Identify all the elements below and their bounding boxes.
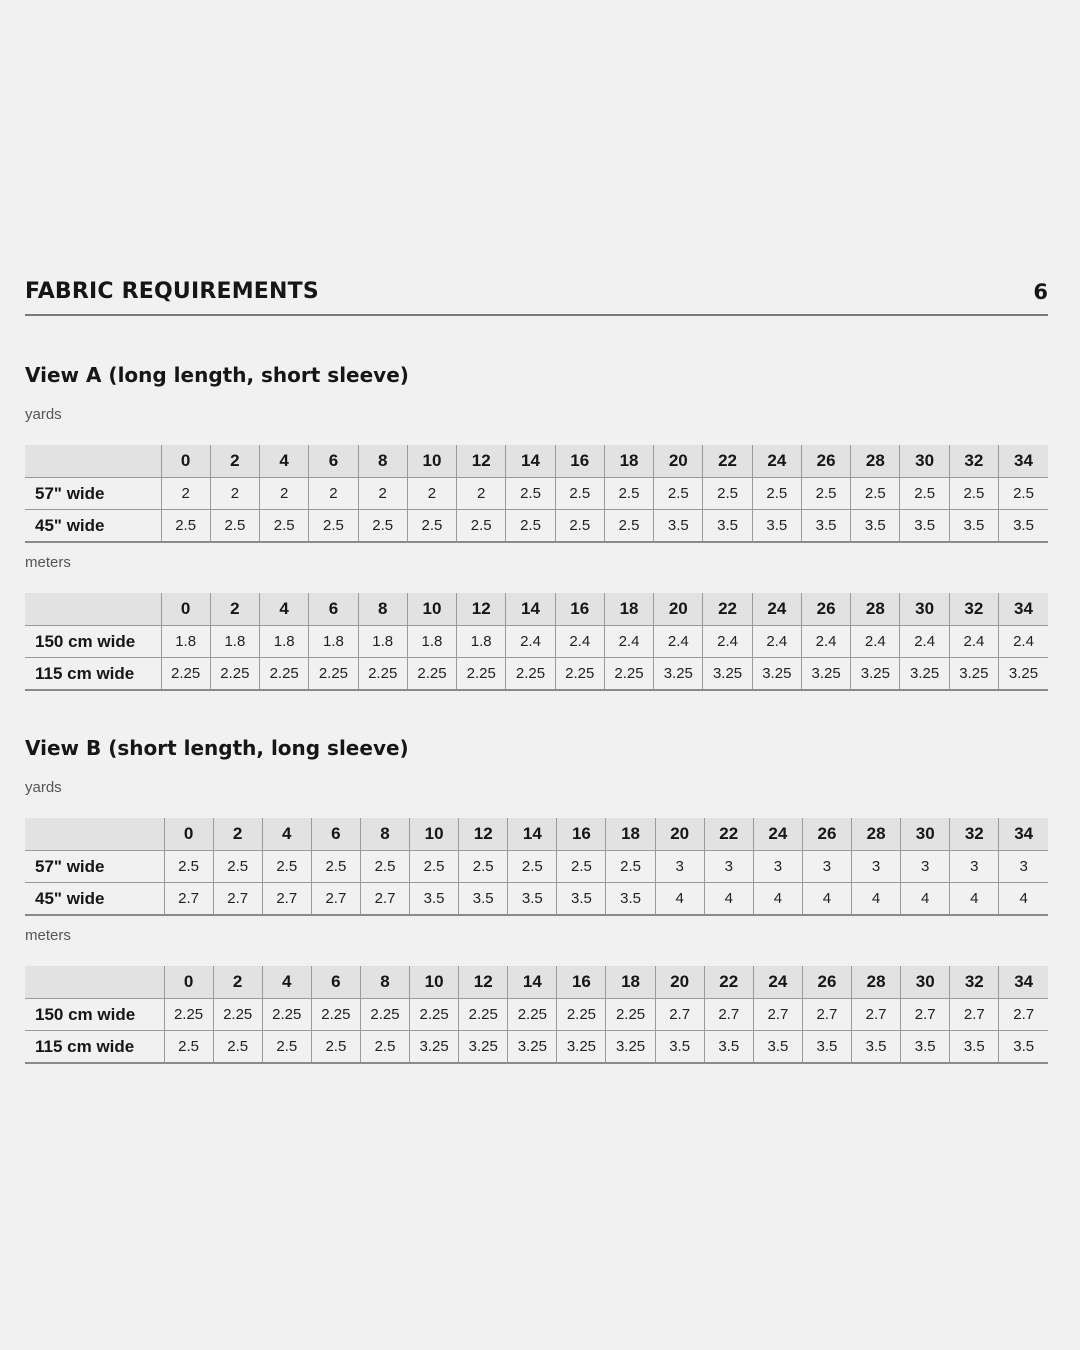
size-header-cell: 14 [508, 966, 557, 999]
table-row [25, 999, 1048, 1031]
size-header-cell: 26 [802, 818, 851, 851]
yardage-cell: 3 [655, 851, 704, 883]
size-header-cell: 4 [260, 593, 309, 626]
size-header-cell: 34 [999, 966, 1048, 999]
size-header-row [25, 445, 1048, 478]
yardage-cell: 2 [161, 478, 210, 510]
size-header-cell: 28 [851, 445, 900, 478]
yardage-cell: 2.5 [360, 851, 409, 883]
yardage-cell: 2.25 [161, 658, 210, 691]
yardage-cell: 2.5 [801, 478, 850, 510]
row-label: 150 cm wide [35, 631, 136, 651]
yardage-cell: 4 [852, 883, 901, 916]
yardage-cell: 2 [309, 478, 358, 510]
yardage-cell: 3.5 [753, 1031, 802, 1064]
yardage-cell: 3.5 [703, 510, 752, 543]
yardage-cell: 3.5 [410, 883, 459, 916]
yardage-cell: 2.5 [457, 510, 506, 543]
yardage-cell: 2.4 [604, 626, 653, 658]
size-header-cell: 12 [457, 593, 506, 626]
row-label: 45" wide [35, 888, 105, 908]
yardage-cell: 2.25 [213, 999, 262, 1031]
yardage-cell: 2.4 [851, 626, 900, 658]
size-header-row [25, 593, 1048, 626]
yardage-cell: 3.5 [901, 1031, 950, 1064]
yardage-cell: 3.25 [752, 658, 801, 691]
yardage-cell: 2.5 [262, 1031, 311, 1064]
row-label: 57" wide [35, 483, 105, 503]
yardage-cell: 2.4 [900, 626, 949, 658]
size-header-cell: 2 [210, 593, 259, 626]
table-row [25, 883, 1048, 916]
yardage-cell: 3.5 [752, 510, 801, 543]
size-header-cell: 18 [606, 966, 655, 999]
yardage-cell: 4 [655, 883, 704, 916]
size-header-cell: 26 [802, 966, 851, 999]
size-header-row [25, 818, 1048, 851]
yardage-cell: 2.5 [311, 851, 360, 883]
size-header-cell: 30 [901, 966, 950, 999]
size-header-cell: 14 [508, 818, 557, 851]
yardage-cell: 2.5 [358, 510, 407, 543]
yardage-cell: 2.5 [213, 851, 262, 883]
size-header-cell: 12 [459, 818, 508, 851]
yardage-cell: 2.5 [164, 851, 213, 883]
yardage-cell: 2.5 [410, 851, 459, 883]
size-header-cell: 24 [753, 818, 802, 851]
size-header-cell: 14 [506, 445, 555, 478]
size-header-cell: 0 [161, 445, 210, 478]
yardage-cell: 3.25 [900, 658, 949, 691]
yardage-cell: 2.25 [262, 999, 311, 1031]
yardage-cell: 4 [950, 883, 999, 916]
size-header-cell: 20 [655, 966, 704, 999]
yardage-cell: 2.5 [604, 510, 653, 543]
unit-label-block [25, 927, 1048, 944]
page-number: 6 [1033, 280, 1048, 304]
size-header-cell: 22 [704, 818, 753, 851]
size-header-cell: 16 [555, 445, 604, 478]
row-label: 150 cm wide [35, 1004, 136, 1024]
fabric-table [25, 966, 1048, 1064]
table-row [25, 851, 1048, 883]
yardage-cell: 3 [753, 851, 802, 883]
yardage-cell: 3.5 [655, 1031, 704, 1064]
yardage-cell: 2.4 [752, 626, 801, 658]
yardage-cell: 2.5 [851, 478, 900, 510]
yardage-cell: 2.5 [210, 510, 259, 543]
size-header-cell: 6 [311, 966, 360, 999]
yardage-cell: 2.5 [459, 851, 508, 883]
yardage-cell: 2.4 [703, 626, 752, 658]
table-row [25, 478, 1048, 510]
yardage-cell: 2.7 [753, 999, 802, 1031]
size-header-cell: 2 [210, 445, 259, 478]
yardage-cell: 2.5 [508, 851, 557, 883]
yardage-cell: 2.5 [164, 1031, 213, 1064]
yardage-cell: 2.7 [262, 883, 311, 916]
table-row [25, 626, 1048, 658]
size-header-cell: 8 [358, 445, 407, 478]
yardage-cell: 4 [753, 883, 802, 916]
yardage-cell: 2.4 [999, 626, 1048, 658]
yardage-cell: 2.25 [457, 658, 506, 691]
yardage-cell: 2.5 [999, 478, 1048, 510]
yardage-cell: 2.4 [801, 626, 850, 658]
yardage-cell: 2.25 [309, 658, 358, 691]
size-header-cell: 4 [262, 966, 311, 999]
yardage-cell: 3.25 [949, 658, 998, 691]
size-header-cell: 24 [752, 593, 801, 626]
yardage-cell: 2.5 [260, 510, 309, 543]
yardage-cell: 1.8 [309, 626, 358, 658]
yardage-cell: 2.7 [213, 883, 262, 916]
yardage-cell: 3.5 [900, 510, 949, 543]
yardage-cell: 2.5 [309, 510, 358, 543]
size-header-cell: 12 [457, 445, 506, 478]
size-header-cell: 2 [213, 818, 262, 851]
yardage-cell: 3.25 [508, 1031, 557, 1064]
yardage-cell: 2.5 [654, 478, 703, 510]
unit-label-block [25, 779, 1048, 796]
unit-label-block [25, 554, 1048, 571]
size-header-cell: 12 [459, 966, 508, 999]
yardage-cell: 2.7 [360, 883, 409, 916]
size-header-cell: 28 [852, 818, 901, 851]
size-header-cell: 16 [557, 966, 606, 999]
size-header-cell: 32 [949, 593, 998, 626]
yardage-cell: 1.8 [260, 626, 309, 658]
size-header-cell: 6 [309, 593, 358, 626]
size-header-cell: 26 [801, 593, 850, 626]
size-header-cell: 8 [360, 818, 409, 851]
size-header-cell: 20 [654, 445, 703, 478]
yardage-cell: 2.7 [802, 999, 851, 1031]
view-a-meters-table-slot [25, 593, 1048, 691]
view-b-section [25, 736, 1048, 760]
yardage-cell: 2.7 [164, 883, 213, 916]
yardage-cell: 2.5 [262, 851, 311, 883]
yardage-cell: 2.5 [557, 851, 606, 883]
view-b-meters-table-slot [25, 966, 1048, 1064]
unit-label: meters [25, 927, 71, 944]
page-header [25, 268, 1048, 316]
yardage-cell: 3 [999, 851, 1048, 883]
corner-cell [25, 445, 161, 478]
view-a-yards-table-slot [25, 445, 1048, 543]
yardage-cell: 2 [260, 478, 309, 510]
yardage-cell: 3.25 [654, 658, 703, 691]
yardage-cell: 2.7 [999, 999, 1048, 1031]
yardage-cell: 3.25 [410, 1031, 459, 1064]
yardage-cell: 2.5 [703, 478, 752, 510]
size-header-cell: 2 [213, 966, 262, 999]
row-label: 45" wide [35, 515, 105, 535]
yardage-cell: 4 [704, 883, 753, 916]
size-header-cell: 18 [604, 593, 653, 626]
size-header-cell: 32 [950, 966, 999, 999]
yardage-cell: 2.5 [752, 478, 801, 510]
size-header-cell: 34 [999, 818, 1048, 851]
yardage-cell: 2 [457, 478, 506, 510]
yardage-cell: 3 [950, 851, 999, 883]
size-header-cell: 30 [900, 593, 949, 626]
yardage-cell: 2 [358, 478, 407, 510]
size-header-cell: 10 [407, 593, 456, 626]
yardage-cell: 2.5 [407, 510, 456, 543]
yardage-cell: 2.4 [506, 626, 555, 658]
yardage-cell: 2.4 [555, 626, 604, 658]
yardage-cell: 2 [407, 478, 456, 510]
size-header-cell: 34 [999, 445, 1048, 478]
yardage-cell: 3 [802, 851, 851, 883]
yardage-cell: 2.25 [459, 999, 508, 1031]
size-header-cell: 30 [900, 445, 949, 478]
yardage-cell: 2.5 [506, 510, 555, 543]
yardage-cell: 2.4 [949, 626, 998, 658]
size-header-cell: 30 [901, 818, 950, 851]
table-row [25, 1031, 1048, 1064]
yardage-cell: 3.5 [852, 1031, 901, 1064]
row-label: 115 cm wide [35, 1036, 135, 1056]
yardage-cell: 3.25 [703, 658, 752, 691]
table-row [25, 658, 1048, 691]
size-header-cell: 10 [410, 966, 459, 999]
yardage-cell: 2.7 [655, 999, 704, 1031]
unit-label: meters [25, 554, 71, 571]
yardage-cell: 2.5 [213, 1031, 262, 1064]
yardage-cell: 3.25 [851, 658, 900, 691]
size-header-cell: 8 [360, 966, 409, 999]
yardage-cell: 3.5 [508, 883, 557, 916]
view-heading: View B (short length, long sleeve) [25, 736, 409, 760]
size-header-cell: 22 [703, 593, 752, 626]
yardage-cell: 3.5 [654, 510, 703, 543]
yardage-cell: 2.25 [604, 658, 653, 691]
yardage-cell: 3.25 [606, 1031, 655, 1064]
yardage-cell: 3.25 [999, 658, 1048, 691]
yardage-cell: 2.5 [161, 510, 210, 543]
yardage-cell: 2.5 [555, 478, 604, 510]
yardage-cell: 2 [210, 478, 259, 510]
view-heading: View A (long length, short sleeve) [25, 363, 409, 387]
unit-label-block [25, 406, 1048, 423]
view-b-yards-table-slot [25, 818, 1048, 916]
yardage-cell: 2.25 [508, 999, 557, 1031]
size-header-cell: 22 [704, 966, 753, 999]
yardage-cell: 2.4 [654, 626, 703, 658]
yardage-cell: 1.8 [407, 626, 456, 658]
view-a-section [25, 363, 1048, 387]
size-header-cell: 4 [262, 818, 311, 851]
yardage-cell: 2.25 [555, 658, 604, 691]
yardage-cell: 1.8 [457, 626, 506, 658]
yardage-cell: 2.25 [606, 999, 655, 1031]
yardage-cell: 3.5 [950, 1031, 999, 1064]
yardage-cell: 3.5 [999, 510, 1048, 543]
table-row [25, 510, 1048, 543]
yardage-cell: 4 [901, 883, 950, 916]
yardage-cell: 2.25 [358, 658, 407, 691]
yardage-cell: 2.7 [950, 999, 999, 1031]
yardage-cell: 2.7 [704, 999, 753, 1031]
size-header-cell: 0 [164, 818, 213, 851]
yardage-cell: 3 [852, 851, 901, 883]
yardage-cell: 2.5 [606, 851, 655, 883]
yardage-cell: 3.5 [704, 1031, 753, 1064]
fabric-table [25, 445, 1048, 543]
size-header-cell: 26 [801, 445, 850, 478]
yardage-cell: 2.25 [506, 658, 555, 691]
yardage-cell: 3.5 [999, 1031, 1048, 1064]
yardage-cell: 2.7 [852, 999, 901, 1031]
yardage-cell: 3.5 [949, 510, 998, 543]
yardage-cell: 2.7 [901, 999, 950, 1031]
yardage-cell: 2.25 [164, 999, 213, 1031]
size-header-cell: 10 [410, 818, 459, 851]
yardage-cell: 1.8 [210, 626, 259, 658]
size-header-cell: 32 [949, 445, 998, 478]
row-label: 115 cm wide [35, 663, 135, 683]
yardage-cell: 1.8 [358, 626, 407, 658]
page-title: FABRIC REQUIREMENTS [25, 279, 319, 304]
yardage-cell: 2.5 [506, 478, 555, 510]
yardage-cell: 2.5 [604, 478, 653, 510]
corner-cell [25, 818, 164, 851]
yardage-cell: 3.5 [459, 883, 508, 916]
size-header-cell: 10 [407, 445, 456, 478]
size-header-cell: 16 [555, 593, 604, 626]
corner-cell [25, 593, 161, 626]
yardage-cell: 3.25 [459, 1031, 508, 1064]
yardage-cell: 3.5 [606, 883, 655, 916]
yardage-cell: 2.25 [557, 999, 606, 1031]
size-header-cell: 20 [655, 818, 704, 851]
yardage-cell: 2.7 [311, 883, 360, 916]
size-header-cell: 22 [703, 445, 752, 478]
size-header-cell: 0 [161, 593, 210, 626]
page [25, 268, 1048, 316]
yardage-cell: 2.25 [407, 658, 456, 691]
size-header-cell: 18 [606, 818, 655, 851]
yardage-cell: 4 [802, 883, 851, 916]
size-header-row [25, 966, 1048, 999]
yardage-cell: 2.5 [360, 1031, 409, 1064]
fabric-table [25, 593, 1048, 691]
yardage-cell: 2.5 [311, 1031, 360, 1064]
size-header-cell: 28 [851, 593, 900, 626]
yardage-cell: 2.25 [360, 999, 409, 1031]
size-header-cell: 20 [654, 593, 703, 626]
size-header-cell: 6 [309, 445, 358, 478]
size-header-cell: 24 [753, 966, 802, 999]
size-header-cell: 32 [950, 818, 999, 851]
size-header-cell: 18 [604, 445, 653, 478]
unit-label: yards [25, 406, 62, 423]
size-header-cell: 28 [852, 966, 901, 999]
size-header-cell: 8 [358, 593, 407, 626]
fabric-table [25, 818, 1048, 916]
corner-cell [25, 966, 164, 999]
yardage-cell: 3 [704, 851, 753, 883]
yardage-cell: 2.5 [949, 478, 998, 510]
yardage-cell: 3.5 [802, 1031, 851, 1064]
yardage-cell: 3.25 [557, 1031, 606, 1064]
size-header-cell: 14 [506, 593, 555, 626]
size-header-cell: 4 [260, 445, 309, 478]
row-label: 57" wide [35, 856, 105, 876]
unit-label: yards [25, 779, 62, 796]
size-header-cell: 34 [999, 593, 1048, 626]
yardage-cell: 3.5 [557, 883, 606, 916]
yardage-cell: 2.5 [900, 478, 949, 510]
yardage-cell: 2.25 [210, 658, 259, 691]
yardage-cell: 3.5 [851, 510, 900, 543]
yardage-cell: 3.5 [801, 510, 850, 543]
yardage-cell: 2.5 [555, 510, 604, 543]
size-header-cell: 16 [557, 818, 606, 851]
yardage-cell: 3.25 [801, 658, 850, 691]
size-header-cell: 24 [752, 445, 801, 478]
yardage-cell: 2.25 [260, 658, 309, 691]
size-header-cell: 6 [311, 818, 360, 851]
yardage-cell: 4 [999, 883, 1048, 916]
yardage-cell: 2.25 [311, 999, 360, 1031]
yardage-cell: 3 [901, 851, 950, 883]
size-header-cell: 0 [164, 966, 213, 999]
yardage-cell: 1.8 [161, 626, 210, 658]
yardage-cell: 2.25 [410, 999, 459, 1031]
